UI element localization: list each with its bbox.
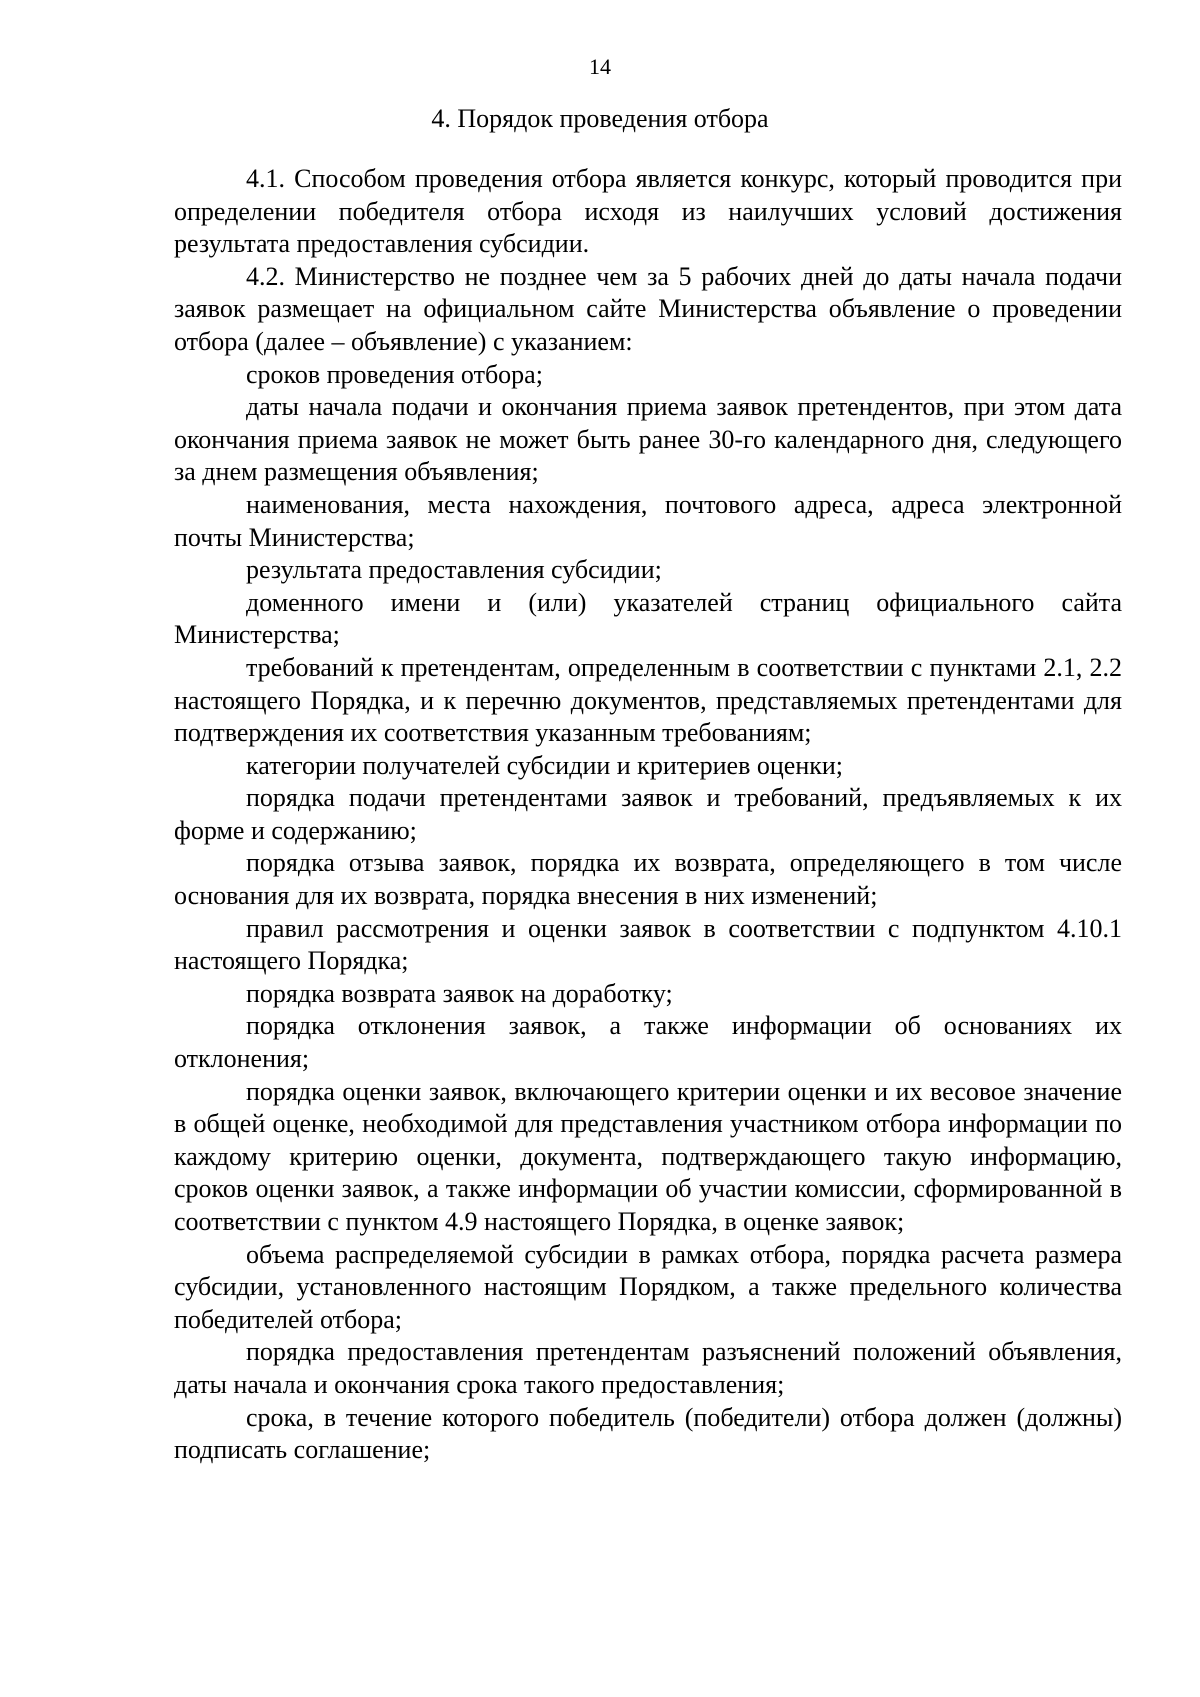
document-body (174, 163, 1122, 1467)
page-number: 14 (589, 54, 611, 79)
section-title: 4. Порядок проведения отбора (431, 104, 769, 133)
list-item: доменного имени и (или) указателей страниц официального сайта Министерства; (174, 587, 1122, 650)
list-item: порядка отзыва заявок, порядка их возврата, определяющего в том числе основания для их возврата, порядка внесения в них изменений; (174, 848, 1122, 911)
list-item: правил рассмотрения и оценки заявок в соответствии с подпунктом 4.10.1 настоящего Порядка; (174, 913, 1122, 976)
list-item: порядка предоставления претендентам разъяснений положений объявления, даты начала и окончания срока такого предоставления; (174, 1337, 1122, 1399)
list-item: объема распределяемой субсидии в рамках отбора, порядка расчета размера субсидии, установленного настоящим Порядком, а также предельного количества победителей отбора; (174, 1239, 1122, 1334)
list-item: порядка подачи претендентами заявок и требований, предъявляемых к их форме и содержанию; (174, 783, 1122, 845)
list-item: срока, в течение которого победитель (победители) отбора должен (должны) подписать соглашение; (174, 1402, 1122, 1465)
paragraph-4-2: 4.2. Министерство не позднее чем за 5 рабочих дней до даты начала подачи заявок размещает на официальном сайте Министерства объявление о проведении отбора (далее – объявление) с указанием: (174, 261, 1122, 356)
list-item: порядка отклонения заявок, а также информации об основаниях их отклонения; (174, 1011, 1122, 1074)
paragraph-4-1: 4.1. Способом проведения отбора является конкурс, который проводится при определении победителя отбора исходя из наилучших условий достижения результата предоставления субсидии. (174, 164, 1122, 259)
list-item: сроков проведения отбора; (246, 359, 543, 389)
list-item: результата предоставления субсидии; (246, 555, 662, 585)
list-item: порядка оценки заявок, включающего критерии оценки и их весовое значение в общей оценке, необходимой для представления участником отбора информации по каждому критерию оценки, документа, подтверждающего такую информацию, сроков оценки заявок, а также информации об участии комиссии, сформированной в соответствии с пунктом 4.9 настоящего Порядка, в оценке заявок; (174, 1076, 1122, 1236)
list-item: даты начала подачи и окончания приема заявок претендентов, при этом дата окончания приема заявок не может быть ранее 30-го календарного дня, следующего за днем размещения объявления; (174, 392, 1122, 487)
list-item: категории получателей субсидии и критериев оценки; (246, 750, 843, 780)
list-item: наименования, места нахождения, почтового адреса, адреса электронной почты Министерства; (174, 489, 1122, 552)
list-item: требований к претендентам, определенным в соответствии с пунктами 2.1, 2.2 настоящего Порядка, и к перечню документов, представляемых претендентами для подтверждения их соответствия указанным требованиям; (174, 652, 1122, 748)
list-item: порядка возврата заявок на доработку; (246, 978, 673, 1008)
